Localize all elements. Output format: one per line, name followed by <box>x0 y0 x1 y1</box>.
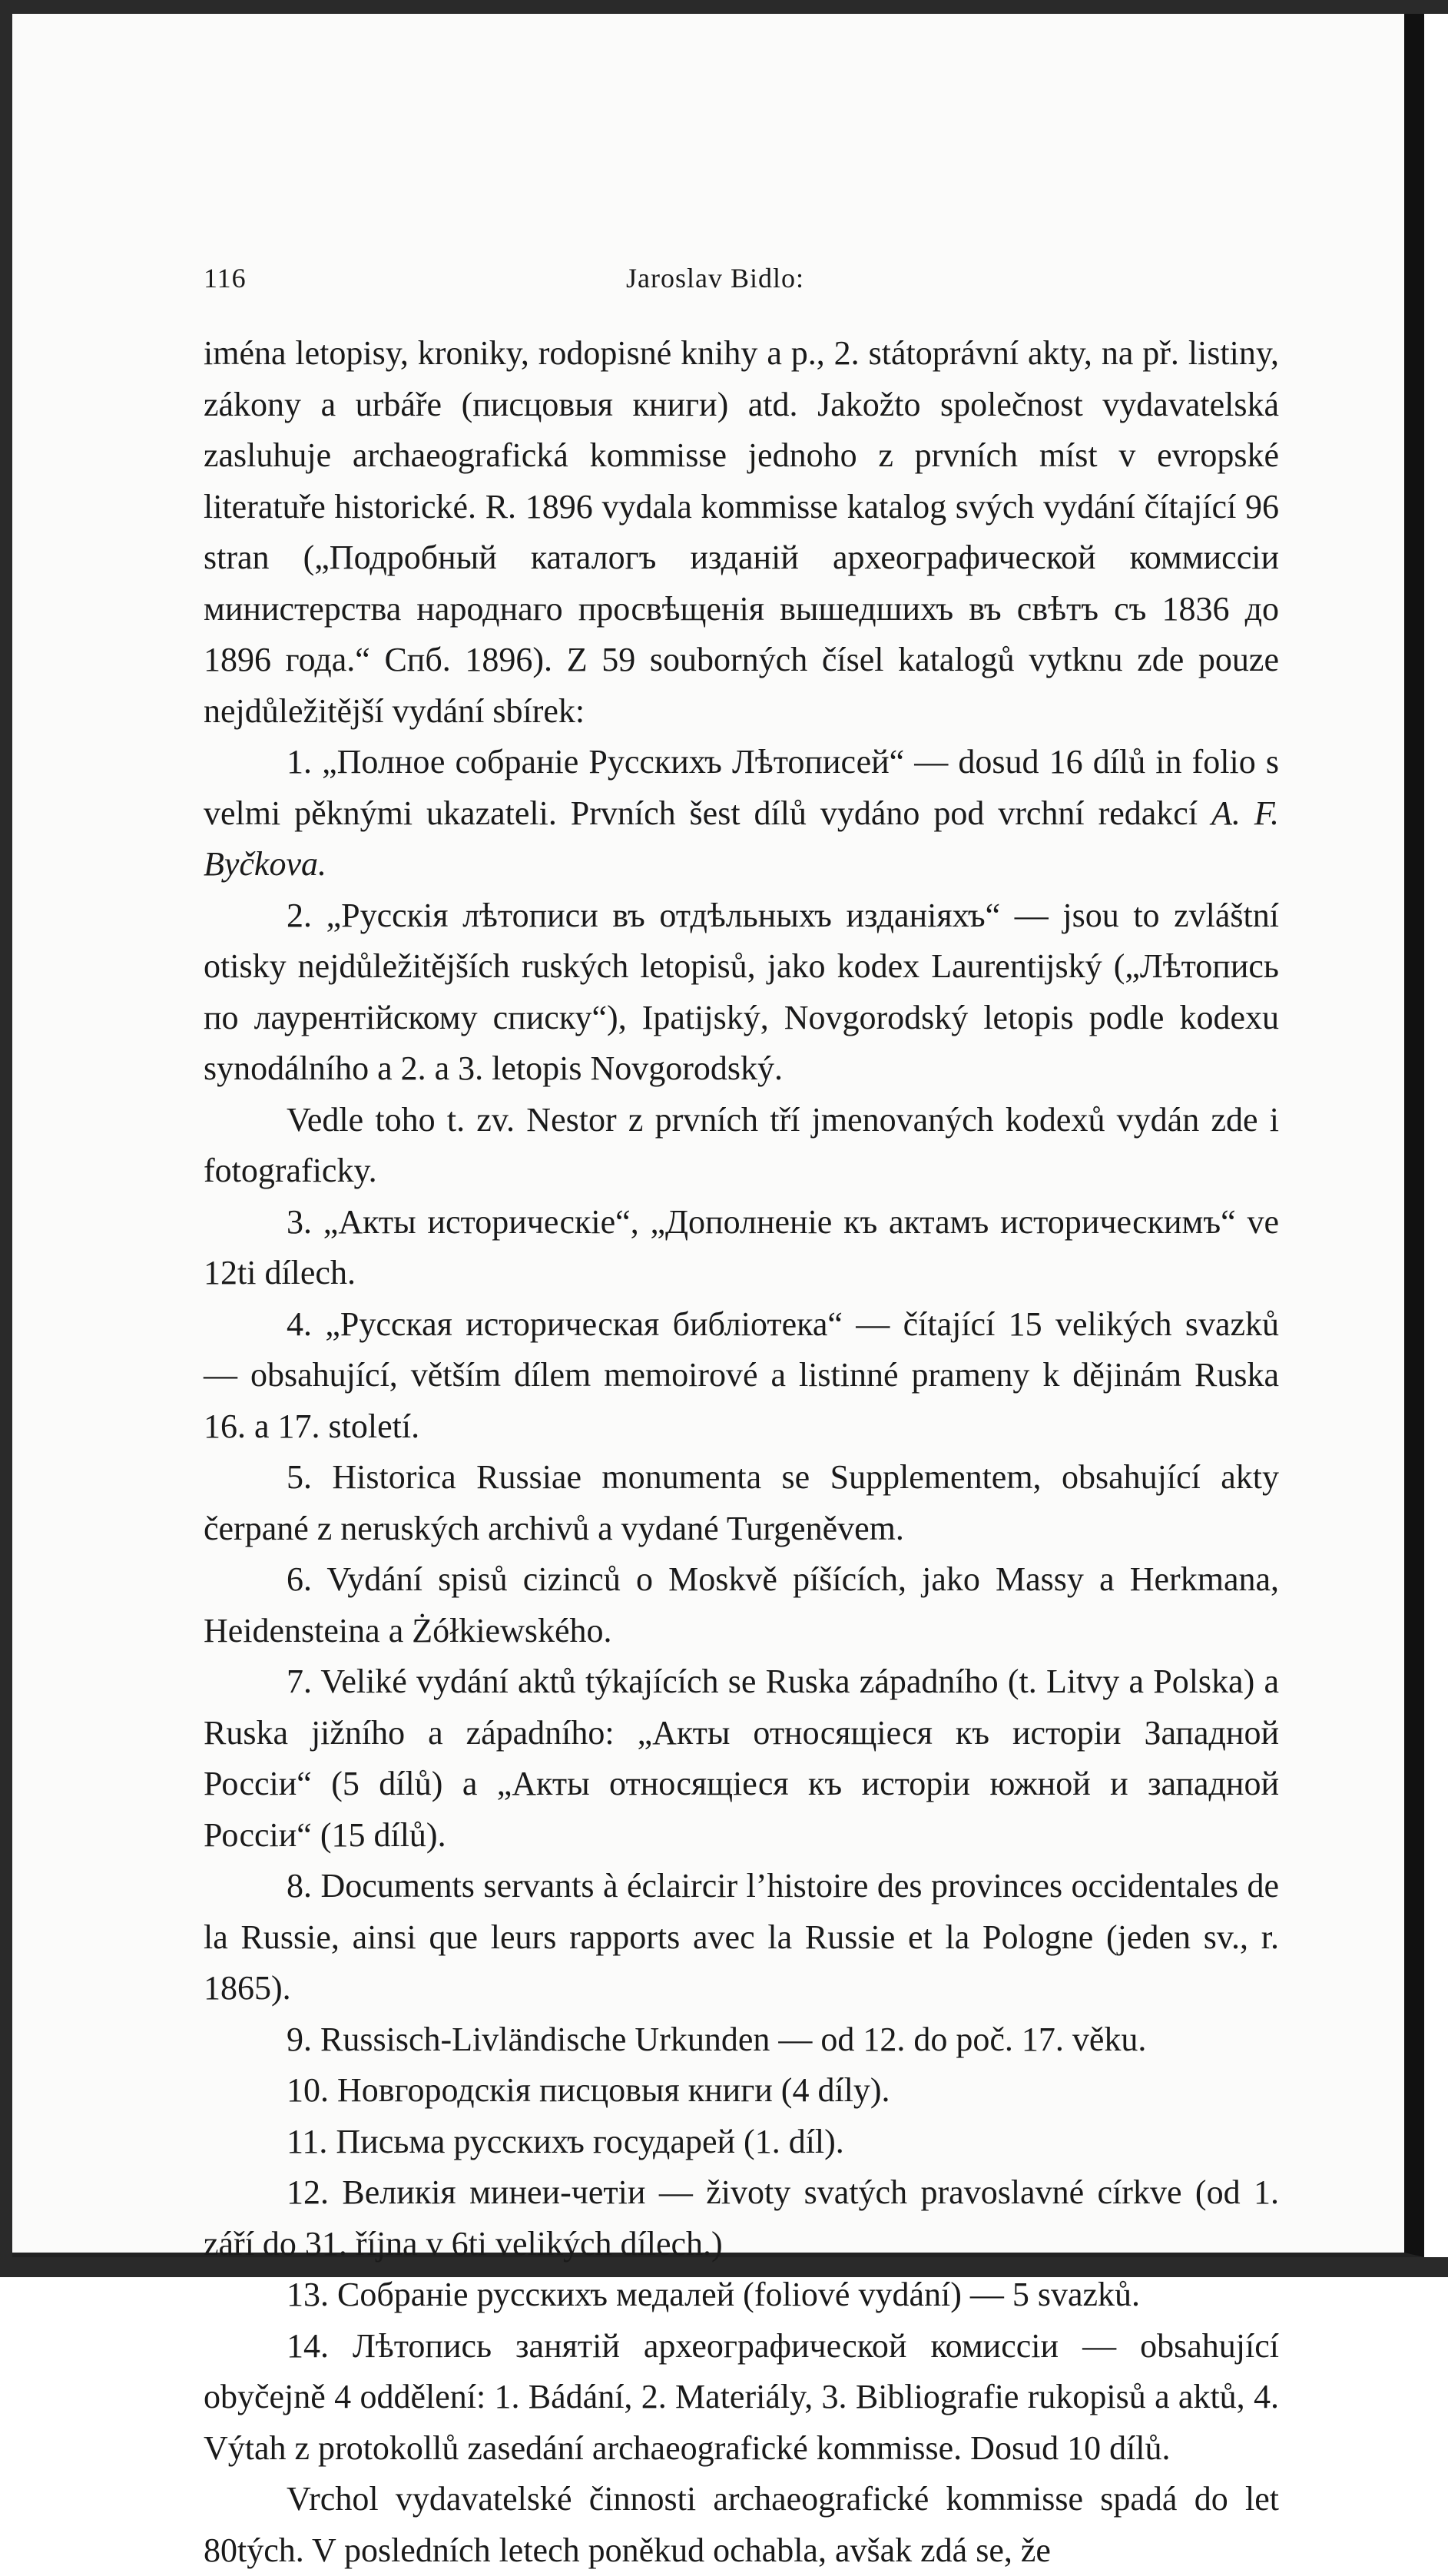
list-item-1 <box>204 737 1279 890</box>
list-item-5: 5. Historica Russiae monumenta se Supplementem, obsahující akty čerpané z neruských archivů a vydané Turgeněvem. <box>204 1458 1279 1547</box>
paragraph-conclusion: Vrchol vydavatelské činnosti archaeografické kommisse spadá do let 80tých. V posledních letech poněkud ochabla, avšak zdá se, že <box>204 2480 1279 2569</box>
scan-border-left <box>0 0 12 2277</box>
page-header <box>204 256 1279 302</box>
scan-border-top <box>0 0 1448 14</box>
list-item-6: 6. Vydání spisů cizinců o Moskvě píšících, jako Massy a Herkmana, Heidensteina a Żółkiewského. <box>204 1560 1279 1649</box>
page-number: 116 <box>204 263 247 293</box>
list-item-7: 7. Veliké vydání aktů týkajících se Ruska západního (t. Litvy a Polska) a Ruska jižního a západního: „Акты относящіеся къ исторіи Западной Россіи“ (5 dílů) a „Акты относящіеся къ исторіи южной и западной Россіи“ (15 dílů). <box>204 1663 1279 1854</box>
list-item-13: 13. Собраніе русскихъ медалей (foliové vydání) — 5 svazků. <box>287 2276 1141 2313</box>
list-item-12: 12. Великія минеи-четіи — životy svatých pravoslavné církve (od 1. září do 31. října v 6ti velikých dílech.) <box>204 2173 1279 2263</box>
running-head: Jaroslav Bidlo: <box>626 263 804 293</box>
list-item-9: 9. Russisch-Livländische Urkunden — od 12. do poč. 17. věku. <box>287 2020 1147 2058</box>
paragraph-nestor: Vedle toho t. zv. Nestor z prvních tří jmenovaných kodexů vydán zde i fotograficky. <box>204 1100 1279 1189</box>
list-item-14: 14. Лѣтопись занятій археографической комиссіи — obsahující obyčejně 4 oddělení: 1. Bádání, 2. Materiály, 3. Bibliografie rukopisů a aktů, 4. Výtah z protokollů zasedání archaeografické kommisse. Dosud 10 dílů. <box>204 2326 1279 2467</box>
list-item-3: 3. „Акты историческіе“, „Дополненіе къ актамъ историческимъ“ ve 12ti dílech. <box>204 1202 1279 1291</box>
list-item-1-text: 1. „Полное собраніе Русскихъ Лѣтописей“ — dosud 16 dílů in folio s velmi pěknými ukazateli. Prvních šest dílů vydáno pod vrchní redakcí <box>204 743 1279 832</box>
list-item-11: 11. Письма русскихъ государей (1. díl). <box>287 2122 844 2160</box>
list-item-8: 8. Documents servants à éclaircir l’histoire des provinces occidentales de la Russie, ainsi que leurs rapports avec la Russie et la Pologne (jeden sv., r. 1865). <box>204 1867 1279 2007</box>
list-item-4: 4. „Русская историческая библіотека“ — čítající 15 velikých svazků — obsahující, větším dílem memoirové a listinné prameny k dějinám Ruska 16. a 17. století. <box>204 1305 1279 1445</box>
editor-name: A. F. Byčkova. <box>204 794 1279 883</box>
list-item-2: 2. „Русскія лѣтописи въ отдѣльныхъ изданіяхъ“ — jsou to zvláštní otisky nejdůležitějších ruských letopisů, jako kodex Laurentijský („Лѣтопись по лаурентійскому списку“), Ipatijský, Novgorodský letopis podle kodexu synodálního a 2. a 3. letopis Novgorodský. <box>204 896 1279 1087</box>
body-text <box>204 328 1279 2576</box>
paragraph-intro: iména letopisy, kroniky, rodopisné knihy a p., 2. státoprávní akty, na př. listiny, zákony a urbáře (писцовыя книги) atd. Jakožto společnost vydavatelská zasluhuje archaeografická kommisse jednoho z prvních míst v evropské literatuře historické. R. 1896 vydala kommisse katalog svých vydání čítající 96 stran („Подробный каталогъ изданій археографической коммиссіи министерства народнаго просвѣщенія вышедшихъ въ свѣтъ съ 1836 до 1896 года.“ Спб. 1896). Z 59 souborných čísel katalogů vytknu zde pouze nejdůležitější vydání sbírek: <box>204 334 1279 730</box>
list-item-10: 10. Новгородскія писцовыя книги (4 díly). <box>287 2071 890 2109</box>
